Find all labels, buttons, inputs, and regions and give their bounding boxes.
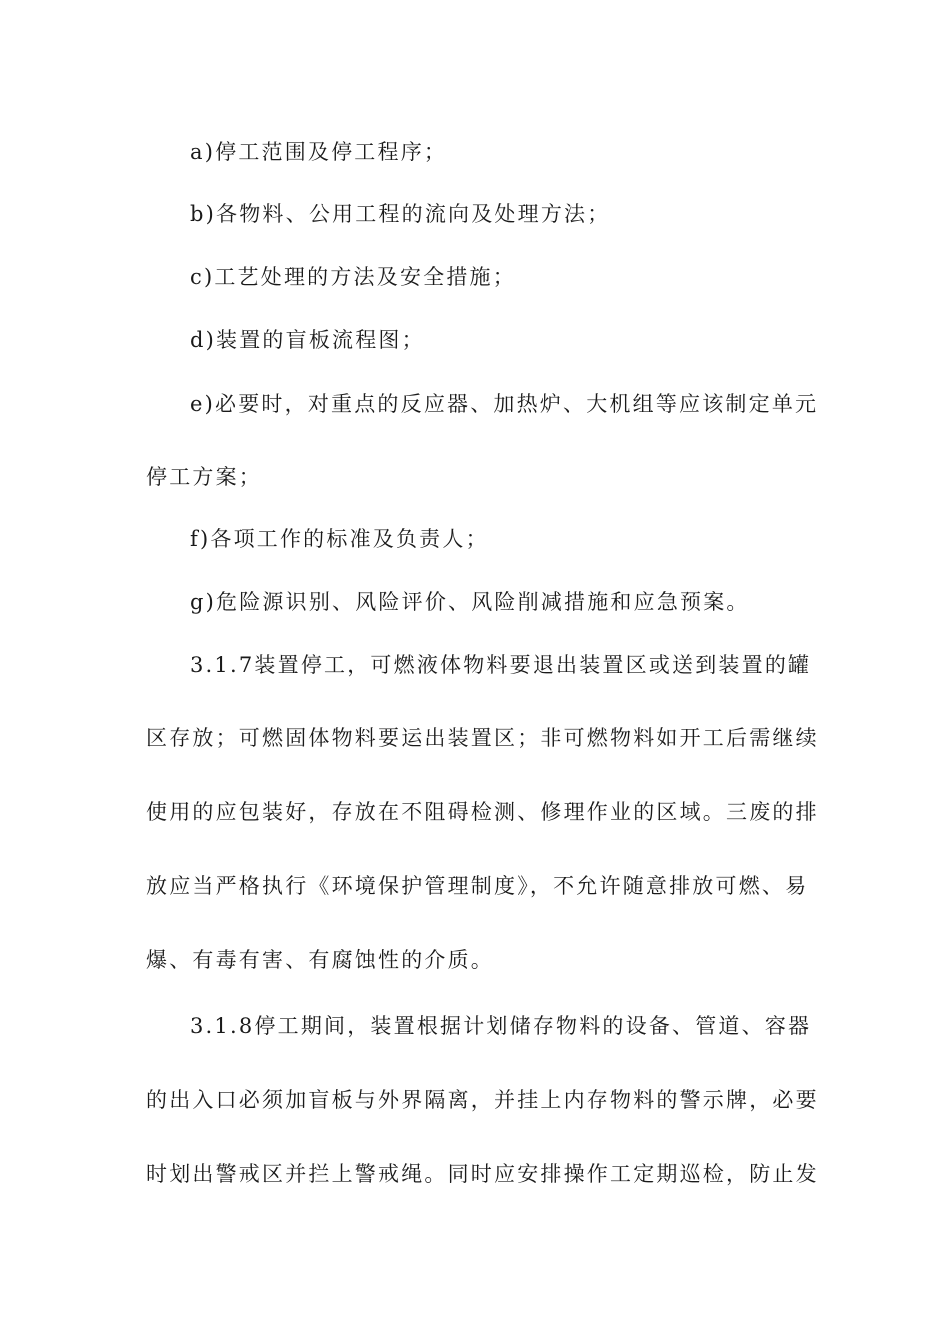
list-item-b: b)各物料、公用工程的流向及处理方法； (190, 202, 611, 226)
list-item-a: a)停工范围及停工程序； (190, 140, 448, 164)
list-item-d: d)装置的盲板流程图； (190, 328, 425, 352)
list-item-g: g)危险源识别、风险评价、风险削减措施和应急预案。 (190, 590, 750, 614)
list-item-e-line2: 停工方案； (146, 465, 262, 489)
paragraph-3-1-7-line3: 使用的应包装好，存放在不阻碍检测、修理作业的区域。三废的排 (146, 800, 819, 824)
paragraph-3-1-7-line4: 放应当严格执行《环境保护管理制度》，不允许随意排放可燃、易 (146, 874, 809, 898)
list-item-e-line1: e)必要时，对重点的反应器、加热炉、大机组等应该制定单元 (190, 392, 819, 416)
paragraph-3-1-8-line1: 3.1.8停工期间，装置根据计划储存物料的设备、管道、容器 (190, 1014, 812, 1038)
paragraph-3-1-7-line1: 3.1.7装置停工，可燃液体物料要退出装置区或送到装置的罐 (190, 653, 812, 677)
paragraph-3-1-8-line3: 时划出警戒区并拦上警戒绳。同时应安排操作工定期巡检，防止发 (146, 1162, 819, 1186)
paragraph-3-1-7-line5: 爆、有毒有害、有腐蚀性的介质。 (146, 948, 494, 972)
paragraph-3-1-8-line2: 的出入口必须加盲板与外界隔离，并挂上内存物料的警示牌，必要 (146, 1088, 819, 1112)
paragraph-3-1-7-line2: 区存放；可燃固体物料要运出装置区；非可燃物料如开工后需继续 (146, 726, 819, 750)
list-item-f: f)各项工作的标准及负责人； (190, 527, 489, 551)
list-item-c: c)工艺处理的方法及安全措施； (190, 265, 516, 289)
